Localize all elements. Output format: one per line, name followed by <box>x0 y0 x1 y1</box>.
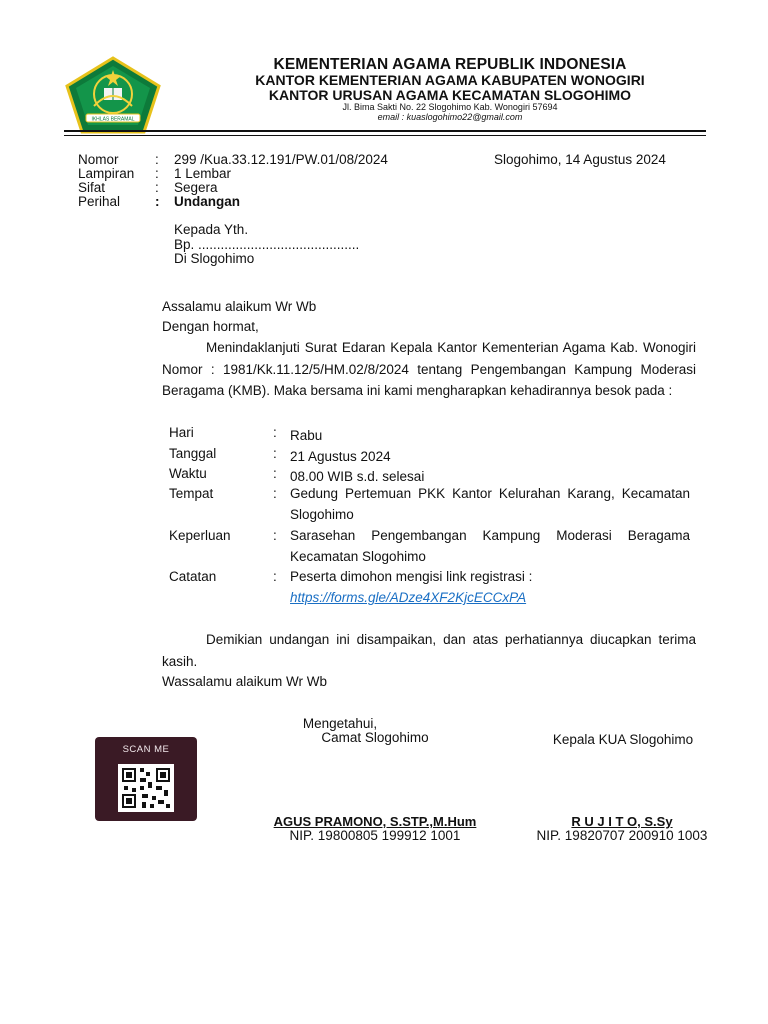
waktu-value: 08.00 WIB s.d. selesai <box>290 469 425 484</box>
hari-label: Hari <box>169 425 194 440</box>
qr-code[interactable] <box>118 764 174 812</box>
salutation: Dengan hormat, <box>162 319 259 334</box>
sifat-colon: : <box>155 180 159 195</box>
waktu-colon: : <box>273 466 277 481</box>
lampiran-value: 1 Lembar <box>174 166 232 181</box>
tempat-colon: : <box>273 486 277 501</box>
nomor-colon: : <box>155 152 159 167</box>
lampiran-label: Lampiran <box>78 166 135 181</box>
header-rule-thick <box>64 130 706 132</box>
place-date: Slogohimo, 14 Agustus 2024 <box>494 152 666 167</box>
tempat-value: Gedung Pertemuan PKK Kantor Kelurahan Karang, Kecamatan Slogohimo <box>290 486 690 522</box>
registration-link[interactable]: https://forms.gle/ADze4XF2KjcECCxPA <box>290 590 527 605</box>
tanggal-colon: : <box>273 446 277 461</box>
recipient-line3: Di Slogohimo <box>174 251 255 266</box>
tempat-label: Tempat <box>169 486 214 501</box>
keperluan-value: Sarasehan Pengembangan Kampung Moderasi Beragama Kecamatan Slogohimo <box>290 528 690 564</box>
recipient-line1: Kepada Yth. <box>174 222 249 237</box>
header-address: Jl. Bima Sakti No. 22 Slogohimo Kab. Wonogiri 57694 <box>342 102 558 112</box>
hari-colon: : <box>273 425 277 440</box>
sig-right-name: R U J I T O, S.Sy <box>571 814 673 829</box>
recipient-line2: Bp. ........................................... <box>174 237 360 252</box>
lampiran-colon: : <box>155 166 159 181</box>
sifat-label: Sifat <box>78 180 106 195</box>
closing-paragraph: Demikian undangan ini disampaikan, dan atas perhatiannya diucapkan terima kasih. <box>162 632 696 669</box>
sig-left-name: AGUS PRAMONO, S.STP.,M.Hum <box>273 814 477 829</box>
header-email: email : kuaslogohimo22@gmail.com <box>377 112 523 122</box>
hari-value: Rabu <box>290 428 323 443</box>
waktu-label: Waktu <box>169 466 207 481</box>
perihal-colon: : <box>155 194 160 209</box>
sifat-value: Segera <box>174 180 218 195</box>
catatan-label: Catatan <box>169 569 217 584</box>
header-regency-office: KANTOR KEMENTERIAN AGAMA KABUPATEN WONOGIRI <box>255 72 645 88</box>
greeting: Assalamu alaikum Wr Wb <box>162 299 317 314</box>
catatan-value: Peserta dimohon mengisi link registrasi : <box>290 569 533 584</box>
header-rule-thin <box>64 135 706 136</box>
perihal-value: Undangan <box>174 194 240 209</box>
catatan-colon: : <box>273 569 277 584</box>
tanggal-value: 21 Agustus 2024 <box>290 449 391 464</box>
header-ministry: KEMENTERIAN AGAMA REPUBLIK INDONESIA <box>273 56 627 73</box>
qr-scan-label: SCAN ME <box>122 744 170 755</box>
sig-left-title1: Mengetahui, <box>302 716 378 731</box>
farewell: Wassalamu alaikum Wr Wb <box>162 674 328 689</box>
sig-right-title: Kepala KUA Slogohimo <box>552 732 694 747</box>
ministry-logo <box>64 56 162 134</box>
paragraph-main: Menindaklanjuti Surat Edaran Kepala Kantor Kementerian Agama Kab. Wonogiri Nomor : 1981/Kk.11.12/5/HM.02/8/2024 tentang Pengembangan Kampung Moderasi Beragama (KMB). Maka bersama ini kami mengharapkan kehadirannya besok pada : <box>162 340 696 398</box>
logo-banner-text: IKHLAS BERAMAL <box>91 116 135 123</box>
keperluan-label: Keperluan <box>169 528 231 543</box>
nomor-value: 299 /Kua.33.12.191/PW.01/08/2024 <box>174 152 388 167</box>
nomor-label: Nomor <box>78 152 119 167</box>
sig-left-title2: Camat Slogohimo <box>321 730 429 745</box>
tanggal-label: Tanggal <box>169 446 217 461</box>
perihal-label: Perihal <box>78 194 121 209</box>
header-kua-office: KANTOR URUSAN AGAMA KECAMATAN SLOGOHIMO <box>268 87 632 103</box>
sig-left-nip: NIP. 19800805 199912 1001 <box>289 828 461 843</box>
sig-right-nip: NIP. 19820707 200910 1003 <box>536 828 708 843</box>
keperluan-colon: : <box>273 528 277 543</box>
